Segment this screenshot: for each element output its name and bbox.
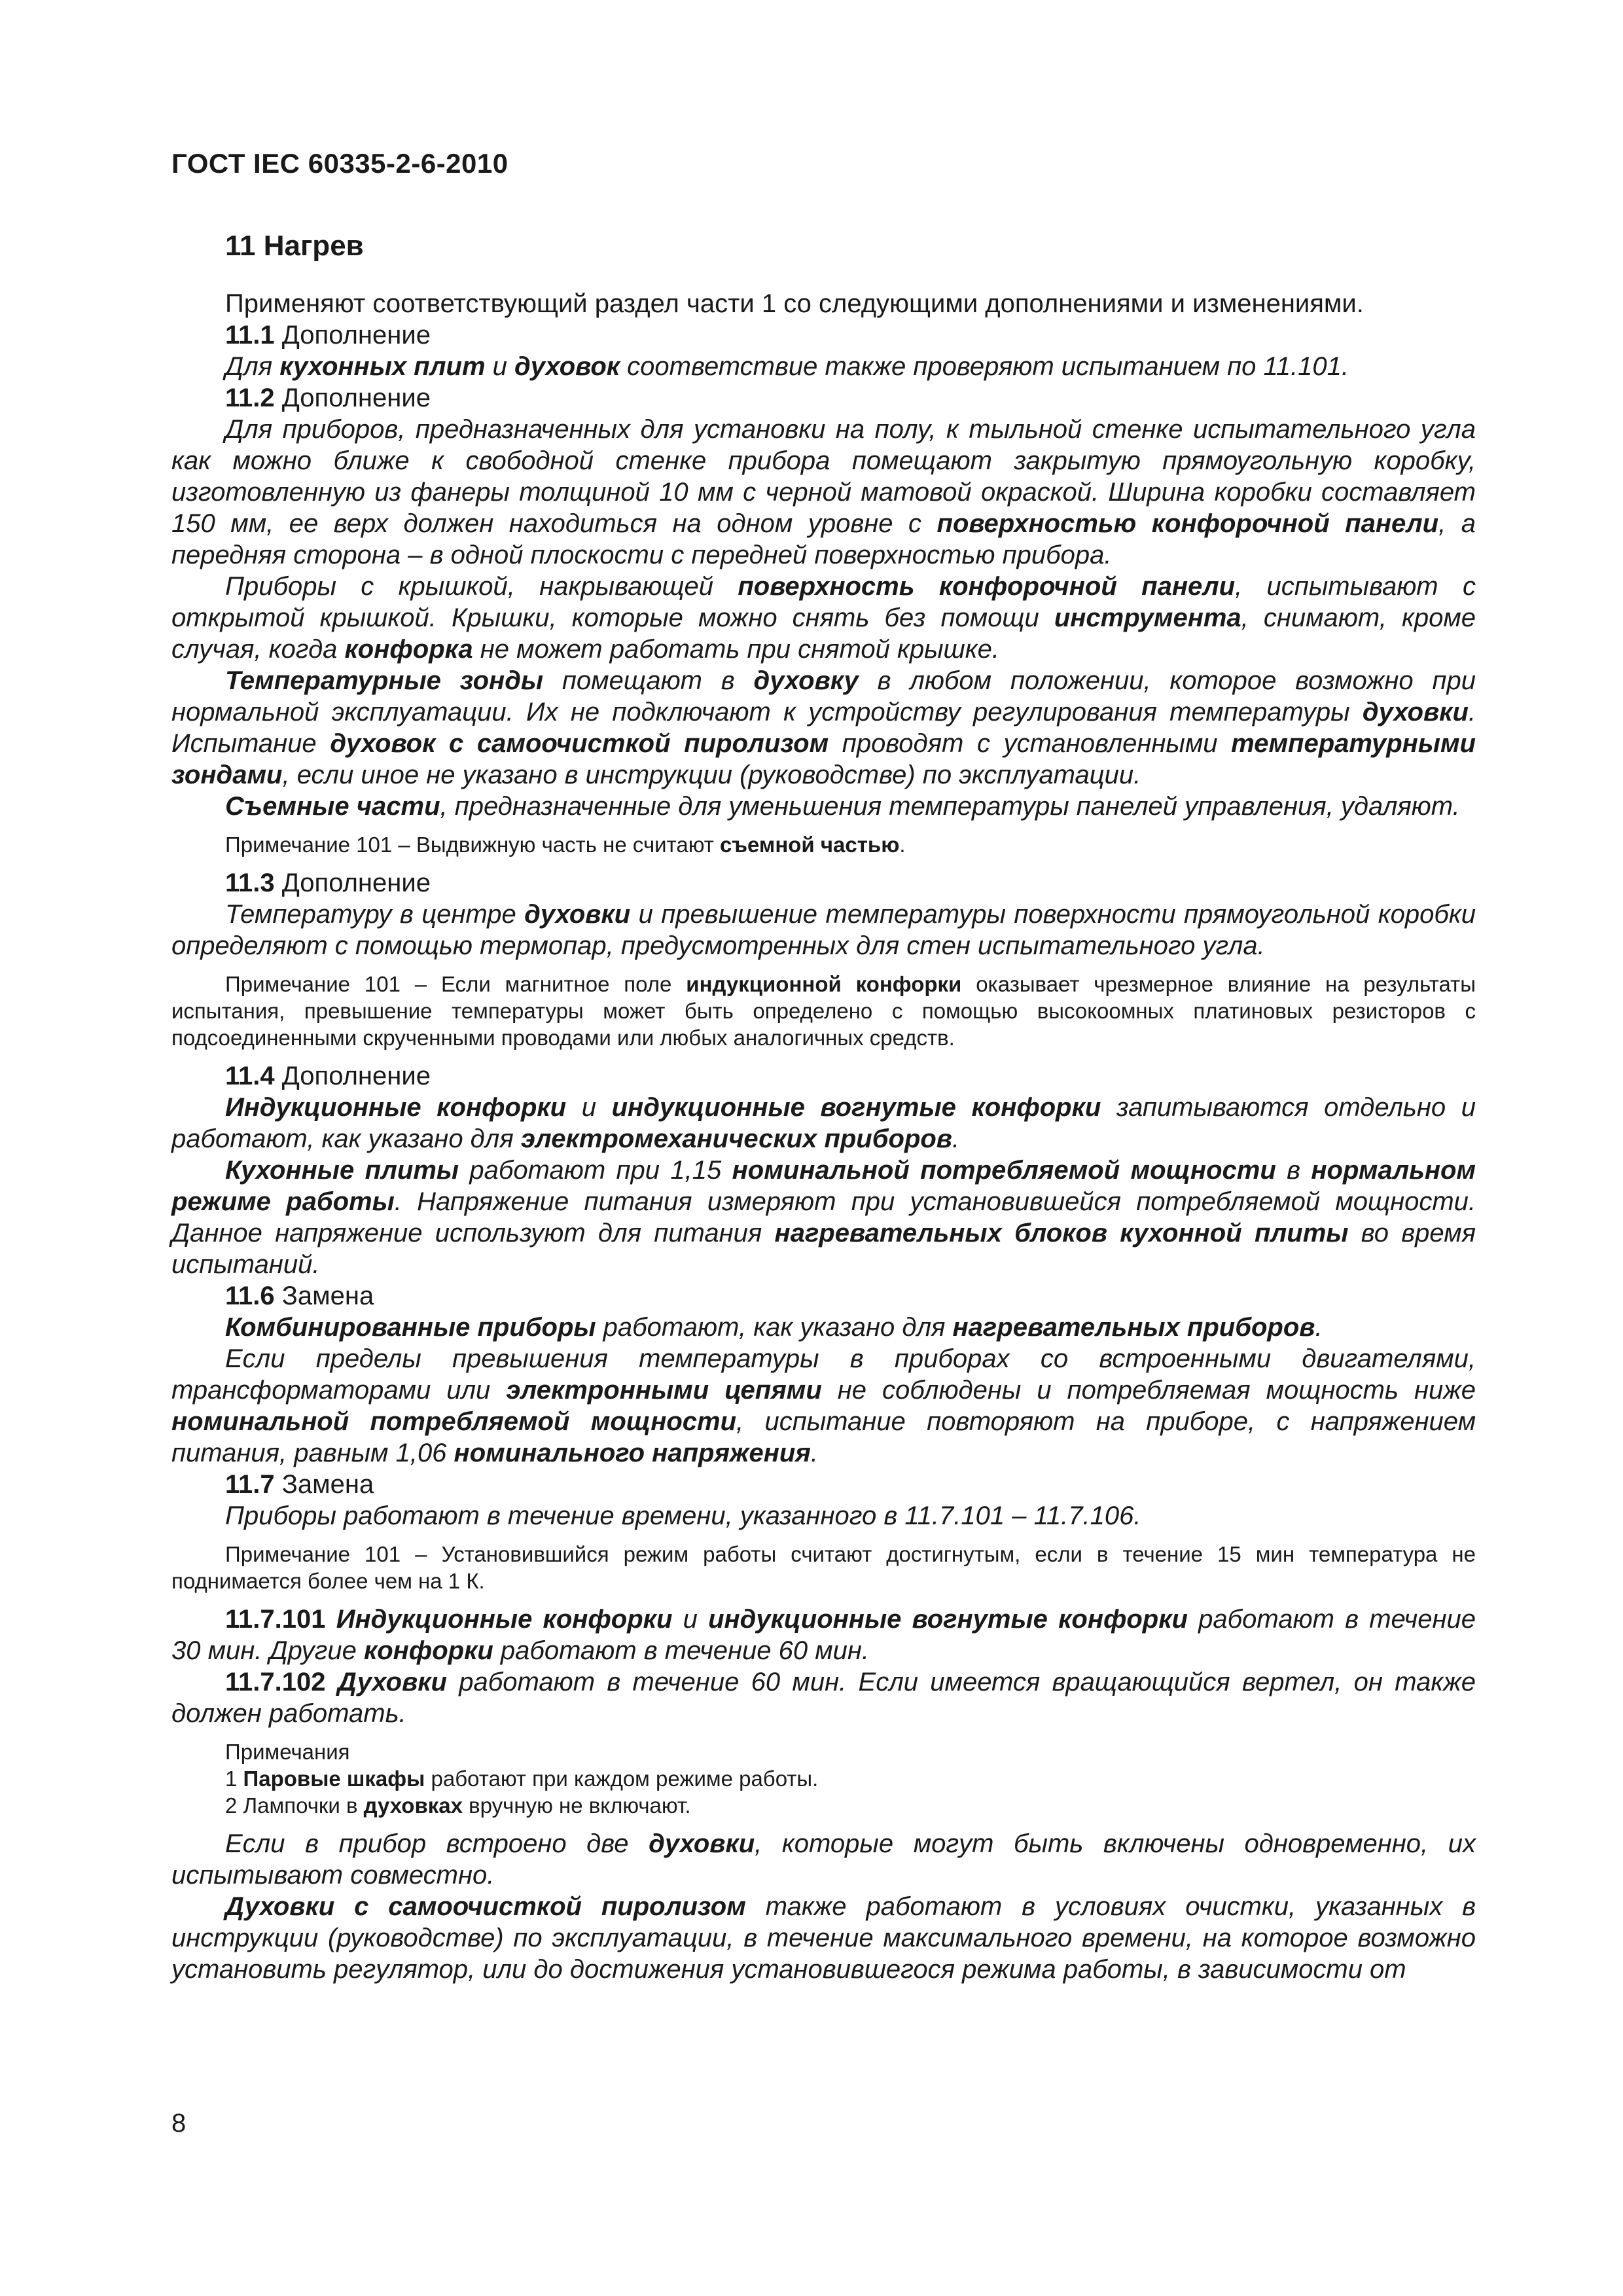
note-paragraph [171, 1541, 1476, 1594]
bold-term: Духовки с самоочисткой пиролизом [225, 1892, 746, 1921]
text-run: и превышение температуры поверхности прямоугольной коробки определяют с помощью термопар, предусмотренных для стен испытательного угла. [171, 900, 1476, 960]
text-run: также работают в условиях очистки, указанных в инструкции (руководстве) по эксплуатации, в течение максимального времени, на которое возможно установить регулятор, или до достижения установившегося режима работы, в зависимости от [171, 1892, 1476, 1984]
text-run: . Испытание [171, 698, 1476, 758]
bold-term: Индукционные конфорки [225, 1093, 567, 1122]
body-paragraph [171, 791, 1476, 822]
text-run: , снимают, кроме случая, когда [171, 603, 1476, 664]
text-run: оказывает чрезмерное влияние на результаты испытания, превышение температуры может быть определено с помощью высокоомных платиновых резисторов с подсоединенными скрученными проводами или любых аналогичных средств. [171, 972, 1476, 1050]
body-paragraph [171, 1891, 1476, 1985]
body-paragraph [171, 1092, 1476, 1155]
bold-term: конфорка [344, 635, 473, 664]
text-run: и [672, 1605, 709, 1634]
text-run: работают, как указано для [596, 1313, 953, 1342]
text-run: работают в течение 30 мин. Другие [171, 1605, 1476, 1665]
text-run: , если иное не указано в инструкции (руководстве) по эксплуатации. [282, 761, 1141, 789]
bold-term: 11.7.102 [225, 1668, 326, 1696]
text-run: работают в течение 60 мин. Если имеется вращающийся вертел, он также должен работать. [171, 1668, 1476, 1728]
bold-term: духовки [649, 1829, 755, 1858]
bold-term: 11.4 [225, 1062, 275, 1090]
bold-term: электромеханических приборов [520, 1124, 952, 1153]
text-run: , которые могут быть включены одновременно, их испытывают совместно. [171, 1829, 1476, 1890]
text-run: Дополнение [274, 384, 431, 412]
body-paragraph [171, 382, 1476, 414]
bold-term: кухонных плит [279, 352, 486, 381]
document-body [171, 226, 1476, 1985]
text-run: в [1275, 1156, 1311, 1185]
bold-term: нагревательных приборов [952, 1313, 1315, 1342]
text-run: Дополнение [274, 321, 431, 350]
text-run [326, 1668, 338, 1696]
text-run: , испытание повторяют на приборе, с напряжением питания, равным 1,06 [171, 1407, 1476, 1467]
bold-term: номинальной потребляемой мощности [171, 1407, 737, 1436]
text-run: и [485, 352, 515, 381]
body-paragraph [171, 665, 1476, 791]
body-paragraph [171, 571, 1476, 665]
text-run: Примечание 101 – Выдвижную часть не считают [225, 833, 721, 857]
text-run: Примечания [225, 1740, 350, 1764]
text-run: работают при каждом режиме работы. [425, 1767, 819, 1791]
bold-term: духовку [753, 666, 859, 695]
bold-term: духовках [363, 1793, 463, 1818]
body-paragraph [171, 1312, 1476, 1343]
text-run: запитываются отдельно и работают, как указано для [171, 1093, 1476, 1153]
text-run: проводят с установленными [829, 729, 1232, 758]
text-run: Если пределы превышения температуры в приборах со встроенными двигателями, трансформаторами или [171, 1344, 1476, 1405]
text-run: , испытывают с открытой крышкой. Крышки, которые можно снять без помощи [171, 572, 1476, 632]
body-paragraph [171, 1155, 1476, 1280]
text-run: в любом положении, которое возможно при нормальной эксплуатации. Их не подключают к устройству регулирования температуры [171, 666, 1476, 726]
bold-term: инструмента [1054, 603, 1241, 632]
body-paragraph [171, 319, 1476, 351]
body-paragraph [171, 1343, 1476, 1469]
text-run: не может работать при снятой крышке. [473, 635, 1000, 664]
bold-term: нагревательных блоков кухонной плиты [774, 1219, 1349, 1247]
text-run: Приборы с крышкой, накрывающей [225, 572, 738, 601]
page-number: 8 [171, 2109, 187, 2138]
text-run: Приборы работают в течение времени, указанного в 11.7.101 – 11.7.106. [225, 1501, 1141, 1530]
body-paragraph [171, 288, 1476, 319]
bold-term: Паровые шкафы [243, 1767, 425, 1791]
body-paragraph [171, 1500, 1476, 1532]
body-paragraph [171, 1666, 1476, 1729]
bold-term: индукционные вогнутые конфорки [708, 1605, 1188, 1634]
bold-term: 11.7.101 [225, 1605, 326, 1634]
bold-term: индукционной конфорки [686, 972, 962, 996]
text-run: . [1315, 1313, 1323, 1342]
bold-term: Температурные зонды [225, 666, 544, 695]
document-code-header: ГОСТ IEC 60335-2-6-2010 [171, 148, 508, 179]
bold-term: поверхностью конфорочной панели [936, 509, 1439, 538]
bold-term: поверхность конфорочной панели [738, 572, 1236, 601]
body-paragraph [171, 1604, 1476, 1666]
text-run: 2 Лампочки в [225, 1793, 364, 1818]
bold-term: Комбинированные приборы [225, 1313, 596, 1342]
text-run: , предназначенные для уменьшения температуры панелей управления, удаляют. [440, 792, 1460, 821]
note-paragraph [171, 1738, 1476, 1765]
bold-term: 11.1 [225, 321, 275, 350]
body-paragraph [171, 351, 1476, 382]
bold-term: 11.7 [225, 1470, 275, 1499]
note-paragraph [171, 831, 1476, 858]
text-run: 1 [225, 1767, 243, 1791]
body-paragraph [171, 867, 1476, 899]
text-run: Для приборов, предназначенных для установки на полу, к тыльной стенке испытательного угла как можно ближе к свободной стенке прибора помещают закрытую прямоугольную коробку, изготовленную из фанеры толщиной 10 мм с черной матовой окраской. Ширина коробки составляет 150 мм, ее верх должен находиться на одном уровне с [171, 415, 1476, 538]
bold-term: конфорки [363, 1636, 493, 1665]
bold-term: Съемные части [225, 792, 440, 821]
bold-term: индукционные вогнутые конфорки [611, 1093, 1101, 1122]
text-run: . [952, 1124, 960, 1153]
text-run: работают при 1,15 [459, 1156, 732, 1185]
text-run: помещают в [543, 666, 754, 695]
bold-term: духовки [1362, 698, 1469, 726]
bold-term: 11.2 [225, 384, 275, 412]
text-run: Дополнение [274, 1062, 431, 1090]
bold-term: 11.3 [225, 869, 275, 897]
body-paragraph [171, 1828, 1476, 1891]
bold-term: Духовки [337, 1668, 447, 1696]
note-paragraph [171, 1792, 1476, 1819]
text-run: Применяют соответствующий раздел части 1 со следующими дополнениями и изменениями. [225, 289, 1364, 318]
section-heading: 11 Нагрев [225, 230, 364, 262]
text-run: Замена [274, 1470, 374, 1499]
text-run: во время испытаний. [171, 1219, 1476, 1279]
bold-term: Кухонные плиты [225, 1156, 459, 1185]
note-paragraph [171, 971, 1476, 1051]
text-run [326, 1605, 336, 1634]
bold-term: духовки [524, 900, 631, 929]
bold-term: 11.6 [225, 1282, 275, 1310]
bold-term: Индукционные конфорки [336, 1605, 673, 1634]
body-paragraph [171, 899, 1476, 961]
text-run: Для [225, 352, 280, 381]
body-paragraph [171, 1060, 1476, 1092]
text-run: Примечание 101 – Установившийся режим работы считают достигнутым, если в течение 15 мин температура не поднимается более чем на 1 К. [171, 1542, 1476, 1593]
text-run: и [566, 1093, 612, 1122]
note-paragraph [171, 1765, 1476, 1792]
body-paragraph [171, 1280, 1476, 1312]
text-run: вручную не включают. [462, 1793, 691, 1818]
text-run: соответствие также проверяют испытанием по 11.101. [620, 352, 1349, 381]
text-run: работают в течение 60 мин. [493, 1636, 870, 1665]
bold-term: духовок [514, 352, 620, 381]
bold-term: электронными цепями [506, 1376, 822, 1405]
bold-term: номинального напряжения [454, 1439, 811, 1467]
body-paragraph [171, 1469, 1476, 1500]
text-run: Примечание 101 – Если магнитное поле [225, 972, 687, 996]
text-run: , а передняя сторона – в одной плоскости с передней поверхностью прибора. [171, 509, 1476, 569]
text-run: Замена [274, 1282, 374, 1310]
bold-term: температурными зондами [171, 729, 1476, 789]
bold-term: нормальном режиме работы [171, 1156, 1476, 1216]
text-run: . Напряжение питания измеряют при установившейся потребляемой мощности. Данное напряжение используют для питания [171, 1187, 1476, 1247]
bold-term: съемной частью [720, 833, 900, 857]
bold-term: духовок с самоочисткой пиролизом [330, 729, 829, 758]
text-run: Дополнение [274, 869, 431, 897]
text-run: не соблюдены и потребляемая мощность ниже [821, 1376, 1476, 1405]
body-paragraph [171, 414, 1476, 571]
text-run: . [899, 833, 906, 857]
text-run: . [810, 1439, 818, 1467]
text-run: Температуру в центре [225, 900, 525, 929]
text-run: Если в прибор встроено две [225, 1829, 649, 1858]
bold-term: номинальной потребляемой мощности [732, 1156, 1276, 1185]
